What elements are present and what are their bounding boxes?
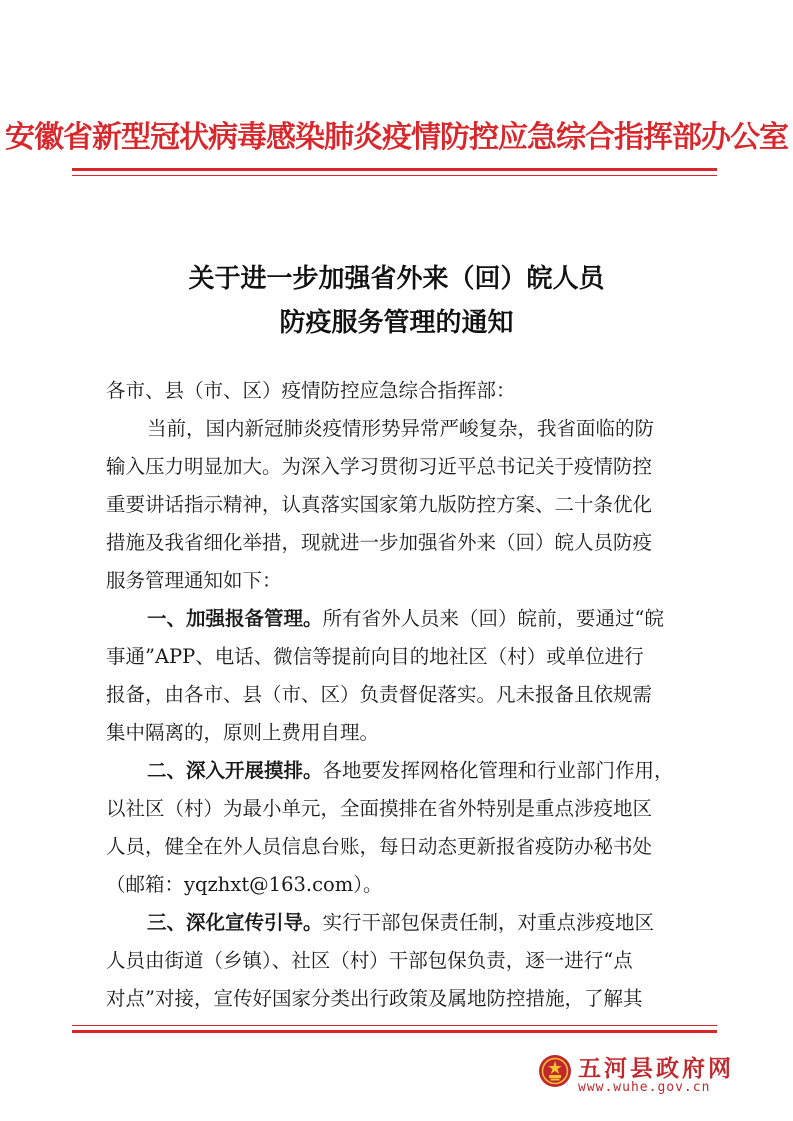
section-2-first-line	[147, 752, 674, 790]
section-1-text: 所有省外人员来（回）皖前，要通过“皖	[322, 607, 664, 630]
section-2-line: 以社区（村）为最小单元，全面摸排在省外特别是重点涉疫地区	[106, 797, 653, 820]
section-2-text: 各地要发挥网格化管理和行业部门作用，	[322, 759, 674, 782]
document-title-line-1: 关于进一步加强省外来（回）皖人员	[188, 264, 605, 294]
document-title-line-2: 防疫服务管理的通知	[279, 308, 514, 338]
section-1-line: 事通”APP、电话、微信等提前向目的地社区（村）或单位进行	[106, 645, 644, 668]
intro-line: 服务管理通知如下：	[106, 569, 282, 592]
section-3-line: 人员由街道（乡镇）、社区（村）干部包保负责，逐一进行“点	[106, 949, 633, 972]
section-3-first-line	[147, 904, 654, 942]
footer-rule-thin	[72, 1025, 717, 1026]
site-name: 五河县政府网	[578, 1056, 734, 1082]
section-3-text: 实行干部包保责任制，对重点涉疫地区	[322, 911, 655, 934]
section-2-line: （邮箱：yqzhxt@163.com）。	[106, 873, 383, 896]
intro-line: 当前，国内新冠肺炎疫情形势异常严峻复杂，我省面临的防	[147, 417, 655, 440]
footer-rule-thick	[72, 1030, 717, 1033]
issuer-header: 安徽省新型冠状病毒感染肺炎疫情防控应急综合指挥部办公室	[5, 120, 788, 155]
header-rule-thick	[72, 168, 717, 171]
salutation: 各市、县（市、区）疫情防控应急综合指挥部：	[106, 379, 516, 402]
section-1-heading: 一、加强报备管理。	[147, 607, 323, 630]
site-watermark	[538, 1048, 758, 1102]
section-2-line: 人员，健全在外人员信息台账，每日动态更新报省疫防办秘书处	[106, 835, 653, 858]
section-3-heading: 三、深化宣传引导。	[147, 911, 323, 934]
section-3-line: 对点”对接，宣传好国家分类出行政策及属地防控措施，了解其	[106, 987, 643, 1010]
section-1-first-line	[147, 600, 664, 638]
national-emblem-icon	[538, 1054, 572, 1088]
section-1-line: 集中隔离的，原则上费用自理。	[106, 721, 380, 744]
section-2-heading: 二、深入开展摸排。	[147, 759, 323, 782]
section-1-line: 报备，由各市、县（市、区）负责督促落实。凡未报备且依规需	[106, 683, 653, 706]
header-rule-thin	[72, 175, 717, 176]
intro-line: 措施及我省细化举措，现就进一步加强省外来（回）皖人员防疫	[106, 531, 653, 554]
intro-line: 输入压力明显加大。为深入学习贯彻习近平总书记关于疫情防控	[106, 455, 653, 478]
site-url: www.wuhe.gov.cn	[578, 1080, 711, 1095]
intro-line: 重要讲话指示精神，认真落实国家第九版防控方案、二十条优化	[106, 493, 653, 516]
